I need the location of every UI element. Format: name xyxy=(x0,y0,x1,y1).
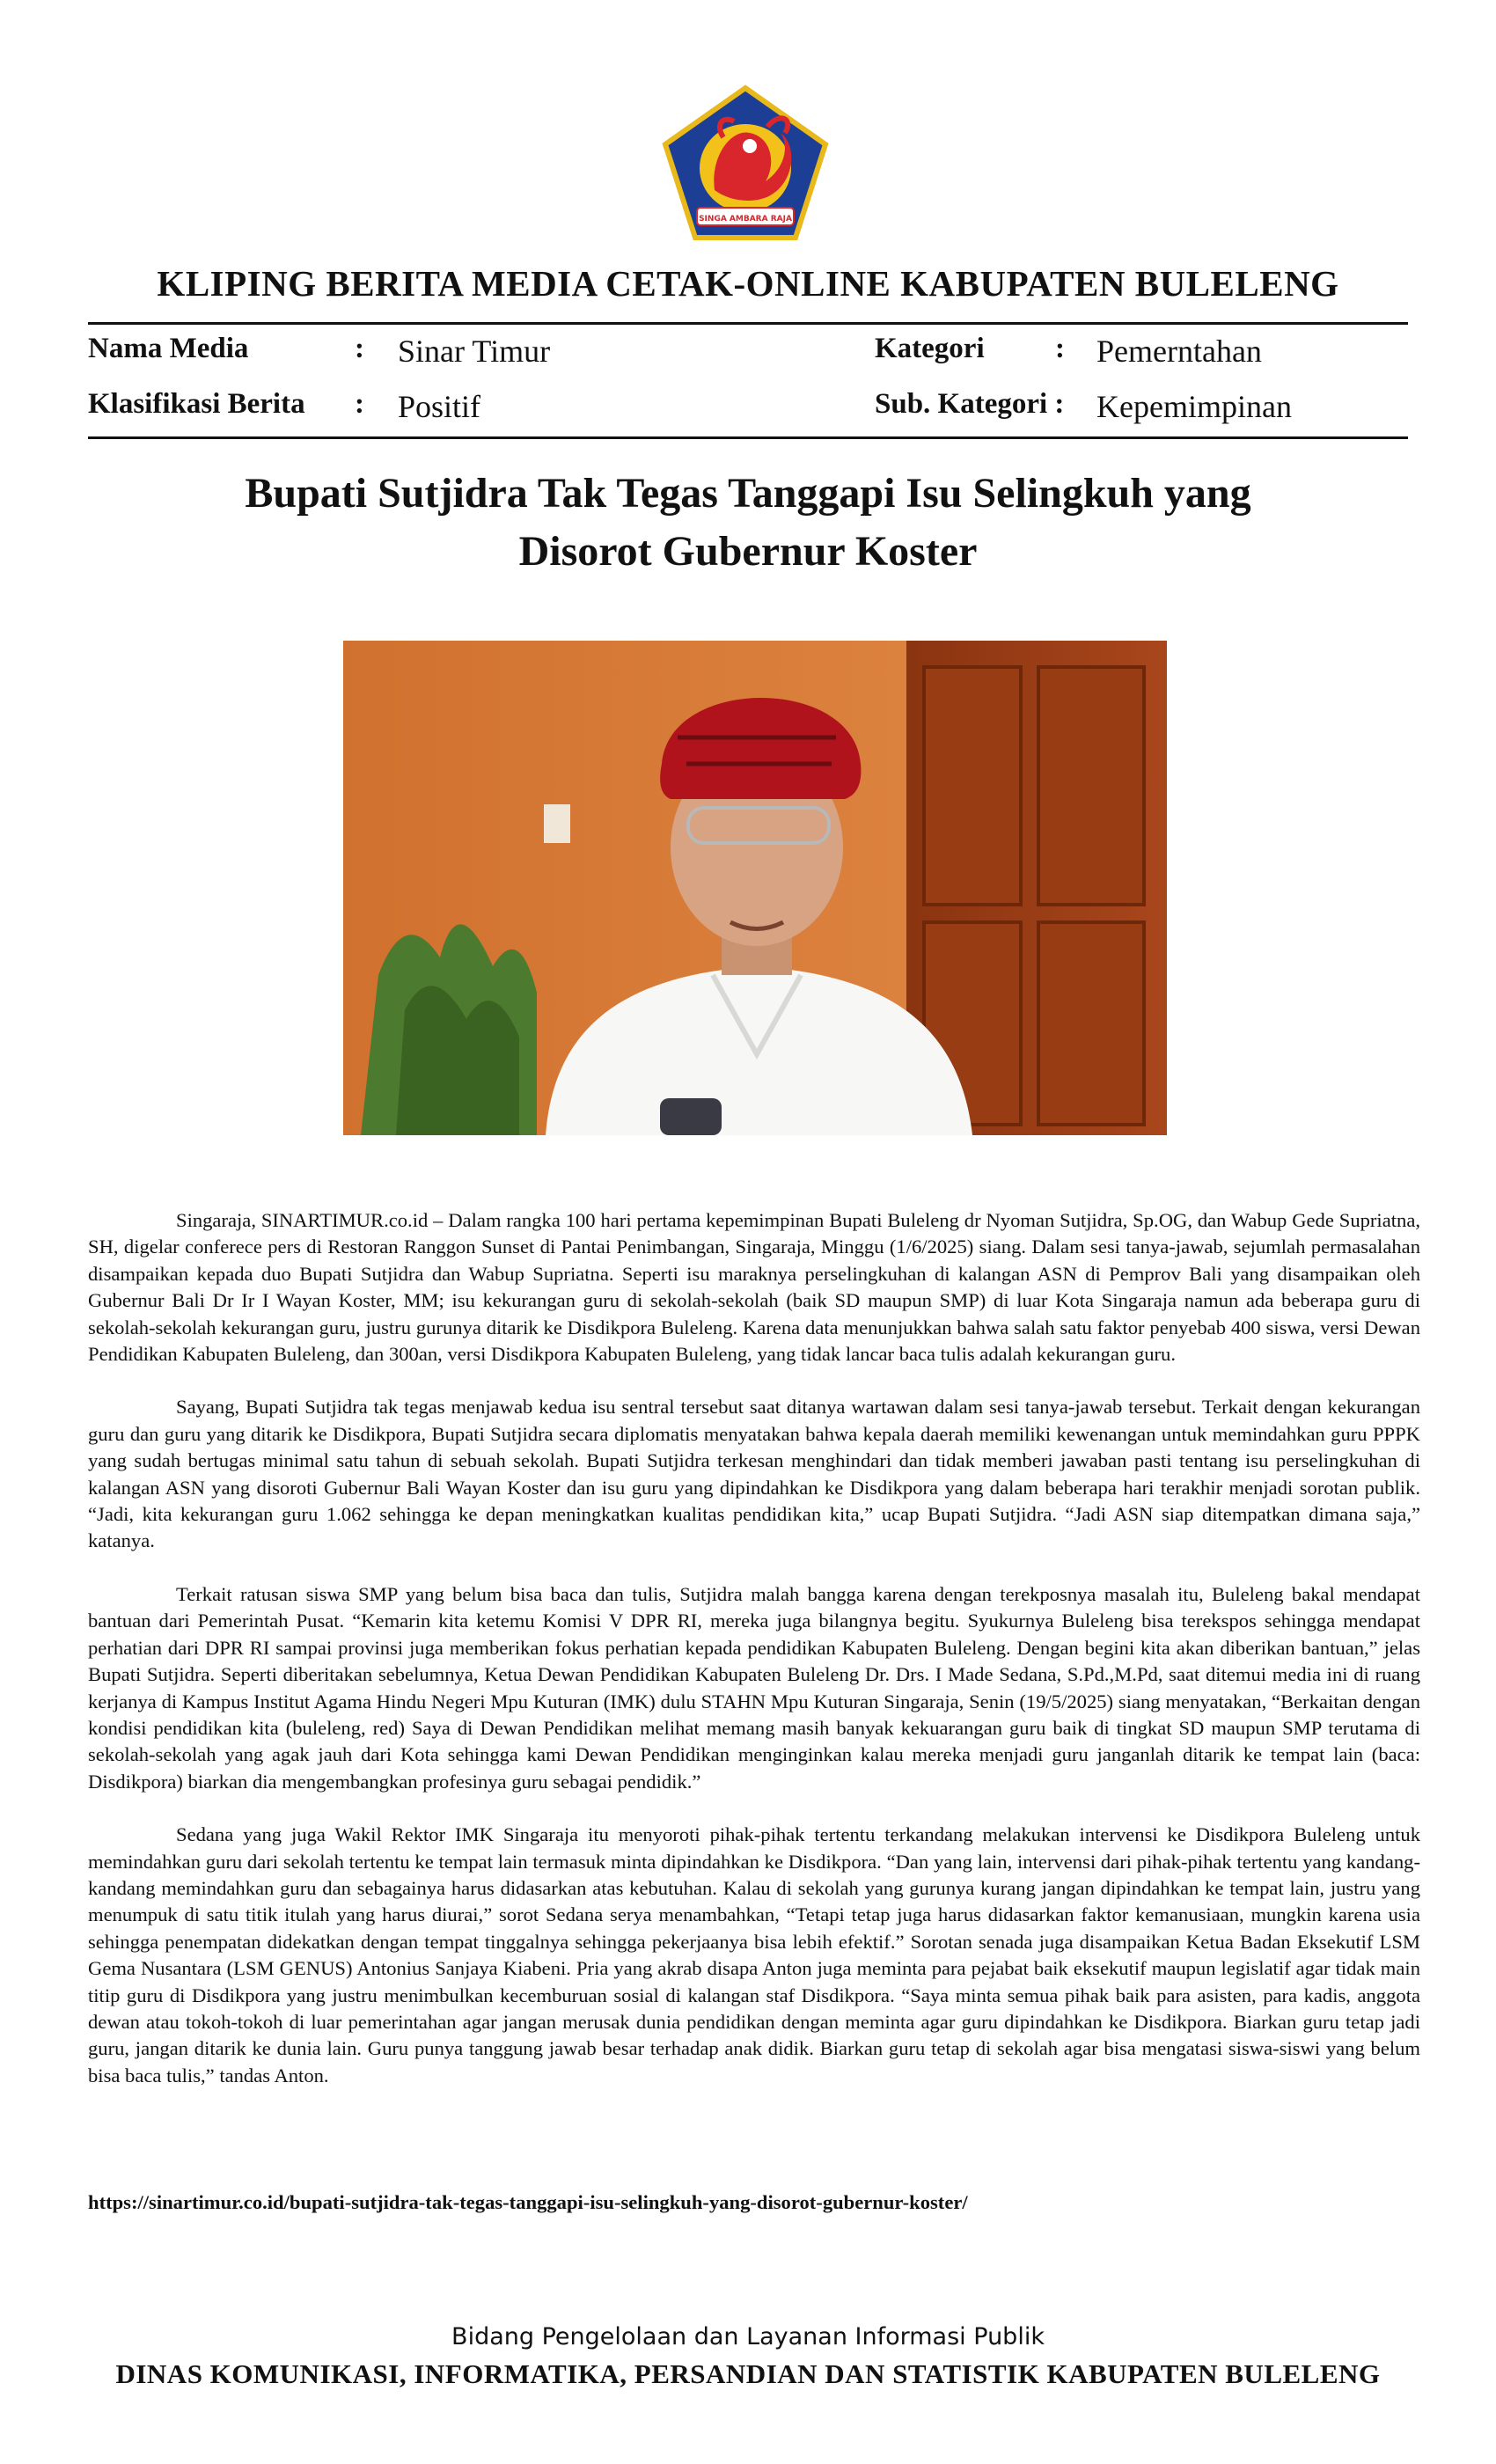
klasifikasi-value: Positif xyxy=(398,389,481,424)
header-top-divider xyxy=(88,322,1408,325)
nama-media-value: Sinar Timur xyxy=(398,334,551,369)
sub-kategori-label: Sub. Kategori : xyxy=(875,388,1065,420)
nama-media-colon: : xyxy=(355,333,364,364)
article-paragraph-1: Singaraja, SINARTIMUR.co.id – Dalam rangka 100 hari pertama kepemimpinan Bupati Buleleng dr Nyoman Sutjidra, Sp.OG, dan Wabup Gede Supriatna, SH, digelar conferece pers di Restoran Ranggon Sunset di Pantai Penimbangan, Singaraja, Minggu (1/6/2025) siang. Dalam sesi tanya-jawab, sejumlah permasalahan disampaikan kepada duo Bupati Sutjidra dan Wabup Supriatna. Seperti isu maraknya perselingkuhan di kalangan ASN di Pemprov Bali yang disampaikan oleh Gubernur Bali Dr Ir I Wayan Koster, MM; isu kekurangan guru di sekolah-sekolah (baik SD maupun SMP) di luar Kota Singaraja namun ada beberapa guru di sekolah-sekolah kekurangan guru, justru gurunya ditarik ke Disdikpora Buleleng. Karena data menunjukkan bahwa salah satu faktor penyebab 400 siswa, versi Dewan Pendidikan Kabupaten Buleleng, dan 300an, versi Disdikpora Kabupaten Buleleng, yang tidak lancar baca tulis adalah kekurangan guru. xyxy=(88,1209,1420,1366)
crest-icon xyxy=(662,84,829,241)
article-photo xyxy=(343,641,1167,1135)
klasifikasi-colon: : xyxy=(355,388,364,420)
kategori-value: Pemerntahan xyxy=(1096,334,1262,369)
article-headline xyxy=(176,465,1320,581)
kategori-label: Kategori xyxy=(875,333,985,364)
footer-division: Bidang Pengelolaan dan Layanan Informasi Publik xyxy=(451,2323,1045,2350)
buleleng-regency-logo xyxy=(662,84,829,241)
clipping-header-title: KLIPING BERITA MEDIA CETAK-ONLINE KABUPATEN BULELENG xyxy=(157,263,1339,304)
nama-media-label: Nama Media xyxy=(88,333,249,364)
sub-kategori-value: Kepemimpinan xyxy=(1096,389,1292,424)
header-bottom-divider xyxy=(88,436,1408,439)
headline-line-1: Bupati Sutjidra Tak Tegas Tanggapi Isu Selingkuh yang xyxy=(245,470,1251,517)
source-url-link[interactable]: https://sinartimur.co.id/bupati-sutjidra-tak-tegas-tanggapi-isu-selingkuh-yang-disorot-gubernur-koster/ xyxy=(88,2191,968,2213)
kategori-colon: : xyxy=(1055,333,1065,364)
article-body xyxy=(88,1207,1420,2116)
footer-agency: DINAS KOMUNIKASI, INFORMATIKA, PERSANDIAN DAN STATISTIK KABUPATEN BULELENG xyxy=(115,2358,1381,2389)
article-paragraph-4: Sedana yang juga Wakil Rektor IMK Singaraja itu menyoroti pihak-pihak tertentu terkandang melakukan intervensi ke Disdikpora Buleleng untuk memindahkan guru dari sekolah tertentu ke tempat lain termasuk minta dipindahkan ke Disdikpora. “Dan yang lain, intervensi dari pihak-pihak tertentu yang kandang-kandang memindahkan guru dan sebagainya harus didasarkan atas kebutuhan. Kalau di sekolah yang gurunya kurang jangan dipindahkan ke tempat lain, justru yang menumpuk di satu titik itulah yang harus diurai,” sorot Sedana serya menambahkan, “Tetapi tetap juga harus didasarkan faktor kemanusiaan, mungkin karena usia sehingga penempatan didekatkan dengan tempat tinggalnya sehingga pekerjaanya bisa lebih efektif.” Sorotan senada juga disampaikan Ketua Badan Eksekutif LSM Gema Nusantara (LSM GENUS) Antonius Sanjaya Kiabeni. Pria yang akrab disapa Anton juga meminta para pejabat baik eksekutif maupun legislatif agar tidak main titip guru di Disdikpora yang justru menimbulkan kecemburuan sosial di kalangan staf Disdikpora. “Saya minta semua pihak baik para asisten, para kadis, anggota dewan atau tokoh-tokoh di luar pemerintahan agar jangan merusak dunia pendidikan dengan meminta agar guru dipindahkan ke Disdikpora. Biarkan guru tetap jadi guru, jangan ditarik ke dunia lain. Guru punya tanggung jawab besar terhadap anak didik. Biarkan guru tetap di sekolah agar bisa mengatasi siswa-siswi yang belum bisa baca tulis,” tandas Anton. xyxy=(88,1823,1420,2086)
logo-motto: SINGA AMBARA RAJA xyxy=(699,215,792,224)
article-paragraph-3: Terkait ratusan siswa SMP yang belum bisa baca dan tulis, Sutjidra malah bangga karena dengan terekposnya masalah itu, Buleleng bakal mendapat bantuan dari Pemerintah Pusat. “Kemarin kita ketemu Komisi V DPR RI, mereka juga bilangnya begitu. Syukurnya Buleleng bisa terekspos sehingga mendapat perhatian dari DPR RI sampai provinsi juga memberikan fokus perhatian kepada pendidikan Kabupaten Buleleng. Dengan begini kita akan diberikan bantuan,” jelas Bupati Sutjidra. Seperti diberitakan sebelumnya, Ketua Dewan Pendidikan Kabupaten Buleleng Dr. Drs. I Made Sedana, S.Pd.,M.Pd, saat ditemui media ini di ruang kerjanya di Kampus Institut Agama Hindu Negeri Mpu Kuturan (IMK) dulu STAHN Mpu Kuturan Singaraja, Senin (19/5/2025) siang menyatakan, “Berkaitan dengan kondisi pendidikan kita (buleleng, red) Saya di Dewan Pendidikan melihat memang masih banyak kekuarangan guru baik di tingkat SD maupun SMP terutama di sekolah-sekolah yang agak jauh dari Kota sehingga kami Dewan Pendidikan menginginkan kalau mereka menjadi guru janganlah ditarik ke tempat lain (baca: Disdikpora) biarkan dia mengembangkan profesinya guru sebagai pendidik.” xyxy=(88,1582,1420,1793)
klasifikasi-label: Klasifikasi Berita xyxy=(88,388,305,420)
article-paragraph-2: Sayang, Bupati Sutjidra tak tegas menjawab kedua isu sentral tersebut saat ditanya wartawan dalam sesi tanya-jawab tersebut. Terkait dengan kekurangan guru dan guru yang ditarik ke Disdikpora, Bupati Sutjidra secara diplomatis menyatakan bahwa kepala daerah memiliki kewenangan untuk memindahkan guru PPPK yang sudah bertugas minimal satu tahun di sebuah sekolah. Bupati Sutjidra terkesan menghindari dan tidak memberi jawaban pasti tentang isu perselingkuhan di kalangan ASN yang disoroti Gubernur Bali Wayan Koster dan isu guru yang dipindahkan ke Disdikpora yang dalam beberapa hari terakhir menjadi sorotan publik. “Jadi, kita kekurangan guru 1.062 sehingga ke depan meningkatkan kualitas pendidikan kita,” ucap Bupati Sutjidra. “Jadi ASN siap ditempatkan dimana saja,” katanya. xyxy=(88,1396,1420,1552)
photo-illustration xyxy=(343,641,1167,1135)
headline-line-2: Disorot Gubernur Koster xyxy=(518,528,978,575)
